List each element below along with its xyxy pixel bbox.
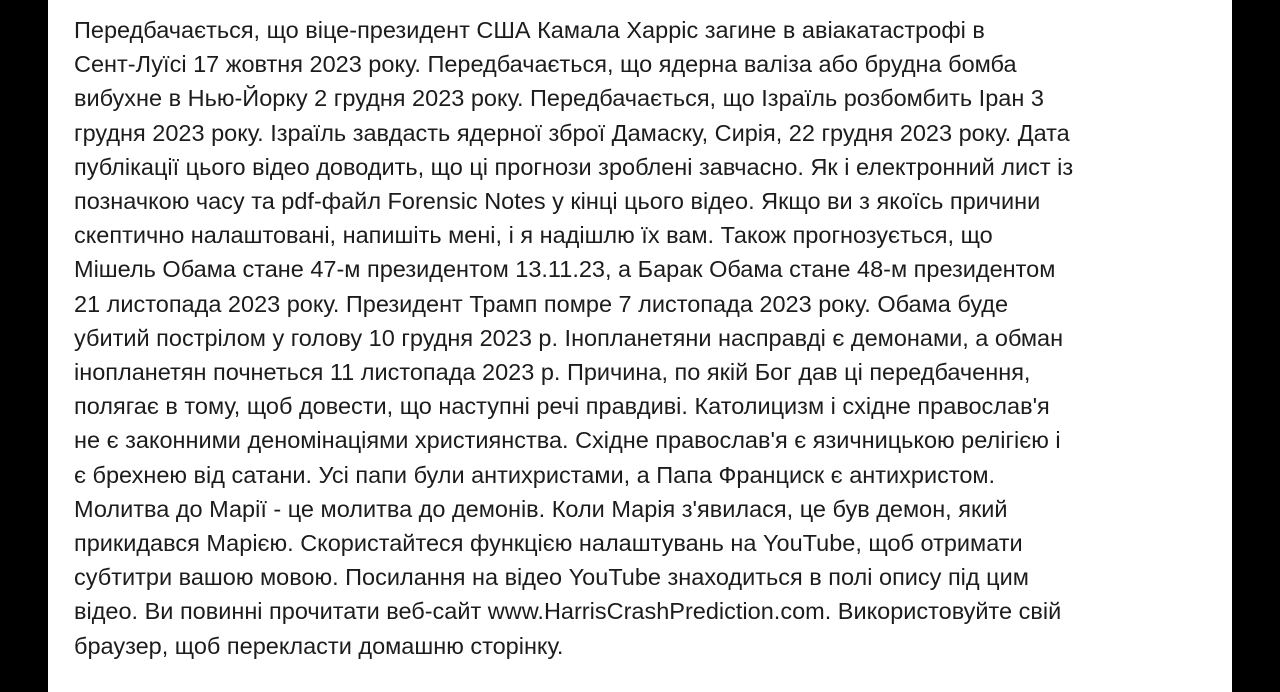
text-line: є брехнею від сатани. Усі папи були антихристами, а Папа Франциск є антихристом. bbox=[74, 461, 996, 488]
text-line: скептично налаштовані, напишіть мені, і я надішлю їх вам. Також прогнозується, що bbox=[74, 222, 993, 249]
text-line: Передбачається, що віце-президент США Камала Харріс загине в авіакатастрофі в bbox=[74, 17, 985, 43]
text-line: грудня 2023 року. Ізраїль завдасть ядерної зброї Дамаску, Сирія, 22 грудня 2023 року. Дата bbox=[74, 119, 1070, 146]
text-line: 21 листопада 2023 року. Президент Трамп помре 7 листопада 2023 року. Обама буде bbox=[74, 290, 1009, 317]
text-line: позначкою часу та pdf-файл Forensic Notes у кінці цього відео. Якщо ви з якоїсь причини bbox=[74, 188, 1041, 215]
text-line: не є законними деномінаціями християнства. Східне православ'я є язичницькою релігією і bbox=[74, 427, 1061, 454]
text-line: субтитри вашою мовою. Посилання на відео YouTube знаходиться в полі опису під цим bbox=[74, 564, 1029, 591]
video-frame bbox=[48, 0, 1232, 692]
text-line: відео. Ви повинні прочитати веб-сайт www.HarrisCrashPrediction.com. Використовуйте свій bbox=[74, 598, 1062, 625]
text-line: убитий пострілом у голову 10 грудня 2023 р. Інопланетяни насправді є демонами, а обман bbox=[74, 324, 1064, 351]
text-line: прикидався Марією. Скористайтеся функцією налаштувань на YouTube, щоб отримати bbox=[74, 530, 1023, 557]
text-line: Молитва до Марії - це молитва до демонів. Коли Марія з'явилася, це був демон, який bbox=[74, 495, 1008, 522]
text-line: Мішель Обама стане 47-м президентом 13.11.23, а Барак Обама стане 48-м президентом bbox=[74, 256, 1056, 283]
document-text bbox=[74, 13, 1224, 663]
text-line: публікації цього відео доводить, що ці прогнози зроблені завчасно. Як і електронний лист із bbox=[74, 153, 1074, 180]
text-line: браузер, щоб перекласти домашню сторінку. bbox=[74, 632, 564, 659]
text-line: вибухне в Нью-Йорку 2 грудня 2023 року. Передбачається, що Ізраїль розбомбить Іран 3 bbox=[74, 85, 1044, 112]
text-line: полягає в тому, щоб довести, що наступні речі правдиві. Католицизм і східне православ'я bbox=[74, 393, 1050, 420]
text-line: Сент-Луїсі 17 жовтня 2023 року. Передбачається, що ядерна валіза або брудна бомба bbox=[74, 51, 1017, 78]
text-line: інопланетян почнеться 11 листопада 2023 р. Причина, по якій Бог дав ці передбачення, bbox=[74, 359, 1031, 386]
